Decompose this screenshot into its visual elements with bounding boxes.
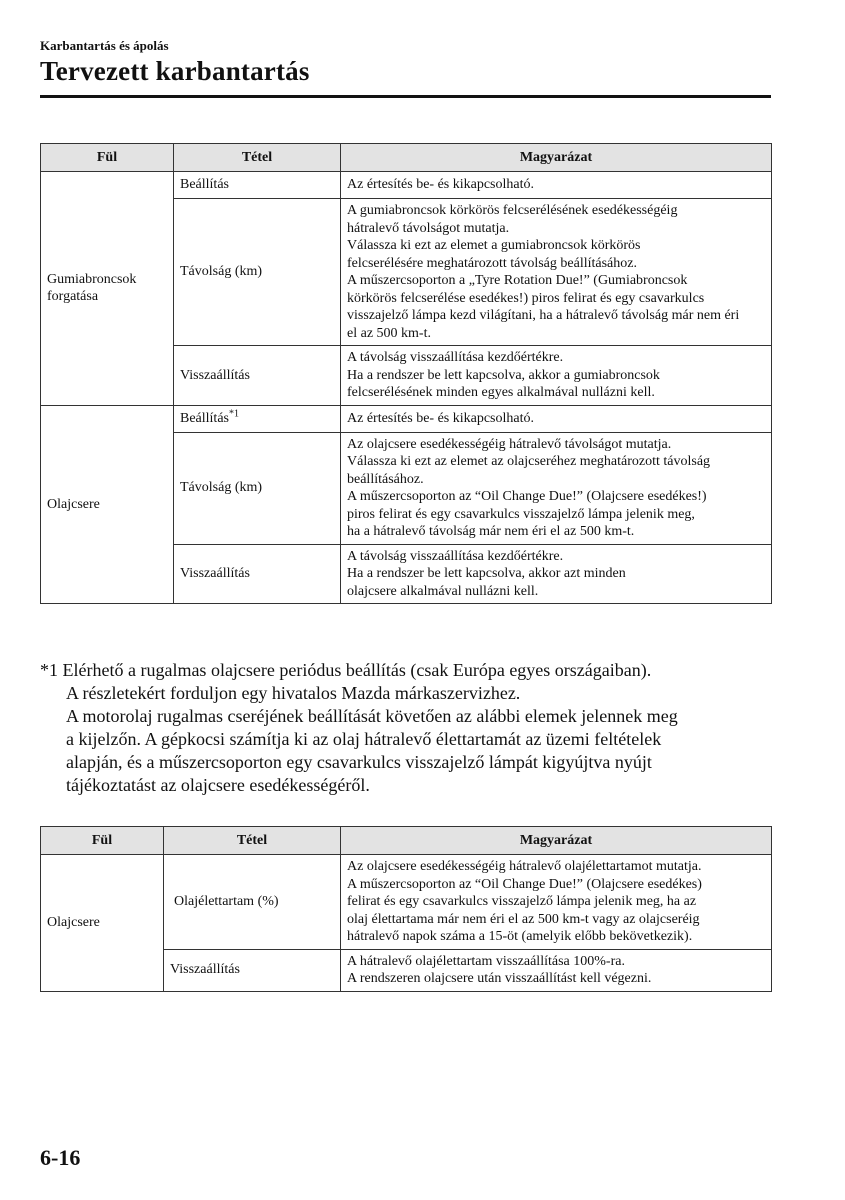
explanation-cell: A távolság visszaállítása kezdőértékre. Ha a rendszer be lett kapcsolva, akkor a gumiabroncsok felcserélésének minden egyes alkalmával nullázni kell. [341, 346, 772, 406]
footnote-line: *1 Elérhető a rugalmas olajcsere periódus beállítás (csak Európa egyes országaiban). [40, 660, 652, 680]
footnote [40, 659, 775, 797]
explanation-cell: A távolság visszaállítása kezdőértékre. Ha a rendszer be lett kapcsolva, akkor azt minden olajcsere alkalmával nullázni kell. [341, 544, 772, 604]
item-cell: Távolság (km) [174, 199, 341, 346]
title-divider [40, 95, 771, 98]
item-cell: Távolság (km) [174, 432, 341, 544]
tab-cell-tire-rotation: Gumiabroncsok forgatása [41, 172, 174, 406]
footnote-line: A motorolaj rugalmas cseréjének beállítását követően az alábbi elemek jelennek meg [66, 706, 678, 726]
item-cell: Visszaállítás [174, 544, 341, 604]
tab-cell-oil-change: Olajcsere [41, 855, 164, 992]
explanation-cell: A hátralevő olajélettartam visszaállítása 100%-ra. A rendszeren olajcsere után visszaállítást kell végezni. [341, 949, 772, 991]
table-row [41, 172, 772, 199]
header-explanation: Magyarázat [341, 827, 772, 855]
item-cell: Visszaállítás [164, 949, 341, 991]
header-tab: Fül [41, 827, 164, 855]
maintenance-table-2 [40, 826, 772, 992]
table-header-row [41, 827, 772, 855]
tab-cell-oil-change: Olajcsere [41, 405, 174, 604]
footnote-line: a kijelzőn. A gépkocsi számítja ki az olaj hátralevő élettartamát az üzemi feltételek [66, 729, 662, 749]
explanation-cell: Az olajcsere esedékességéig hátralevő távolságot mutatja. Válassza ki ezt az elemet az olajcseréhez meghatározott távolság beállításához. A műszercsoporton az “Oil Change Due!” (Olajcsere esedékes!) piros felirat és egy csavarkulcs visszajelző lámpa jelenik meg, ha a hátralevő távolság már nem éri el az 500 km-t. [341, 432, 772, 544]
footnote-marker: *1 [229, 408, 239, 420]
item-label: Beállítás [180, 410, 229, 426]
explanation-cell: Az értesítés be- és kikapcsolható. [341, 405, 772, 432]
page-number: 6-16 [40, 1145, 81, 1170]
footnote-line: tájékoztatást az olajcsere esedékességéről. [66, 775, 370, 795]
explanation-cell: Az értesítés be- és kikapcsolható. [341, 172, 772, 199]
item-cell: Visszaállítás [174, 346, 341, 406]
table-row [41, 405, 772, 432]
item-cell [174, 405, 341, 432]
maintenance-table-1 [40, 143, 772, 604]
table-header-row [41, 144, 772, 172]
header-explanation: Magyarázat [341, 144, 772, 172]
header-tab: Fül [41, 144, 174, 172]
item-cell: Beállítás [174, 172, 341, 199]
table-row [41, 855, 772, 950]
footnote-line: A részletekért forduljon egy hivatalos Mazda márkaszervizhez. [66, 683, 521, 703]
explanation-cell: Az olajcsere esedékességéig hátralevő olajélettartamot mutatja. A műszercsoporton az “Oil Change Due!” (Olajcsere esedékes) felirat és egy csavarkulcs visszajelző lámpa jelenik meg, ha az olaj élettartama már nem éri el az 500 km-t vagy az olajcseréig hátralevő napok száma a 15-öt (amelyik előbb bekövetkezik). [341, 855, 772, 950]
page-title: Tervezett karbantartás [40, 56, 310, 86]
explanation-cell: A gumiabroncsok körkörös felcserélésének esedékességéig hátralevő távolságot mutatja. Válassza ki ezt az elemet a gumiabroncsok körkörös felcserélésére meghatározott távolság beállításához. A műszercsoporton a „Tyre Rotation Due!” (Gumiabroncsok körkörös felcserélése esedékes!) piros felirat és egy csavarkulcs visszajelző lámpa kezd világítani, ha a hátralevő távolság már nem éri el az 500 km-t. [341, 199, 772, 346]
item-cell: Olajélettartam (%) [164, 855, 341, 950]
header-item: Tétel [164, 827, 341, 855]
header-item: Tétel [174, 144, 341, 172]
footnote-line: alapján, és a műszercsoporton egy csavarkulcs visszajelző lámpát kigyújtva nyújt [66, 752, 652, 772]
section-label: Karbantartás és ápolás [40, 38, 169, 53]
